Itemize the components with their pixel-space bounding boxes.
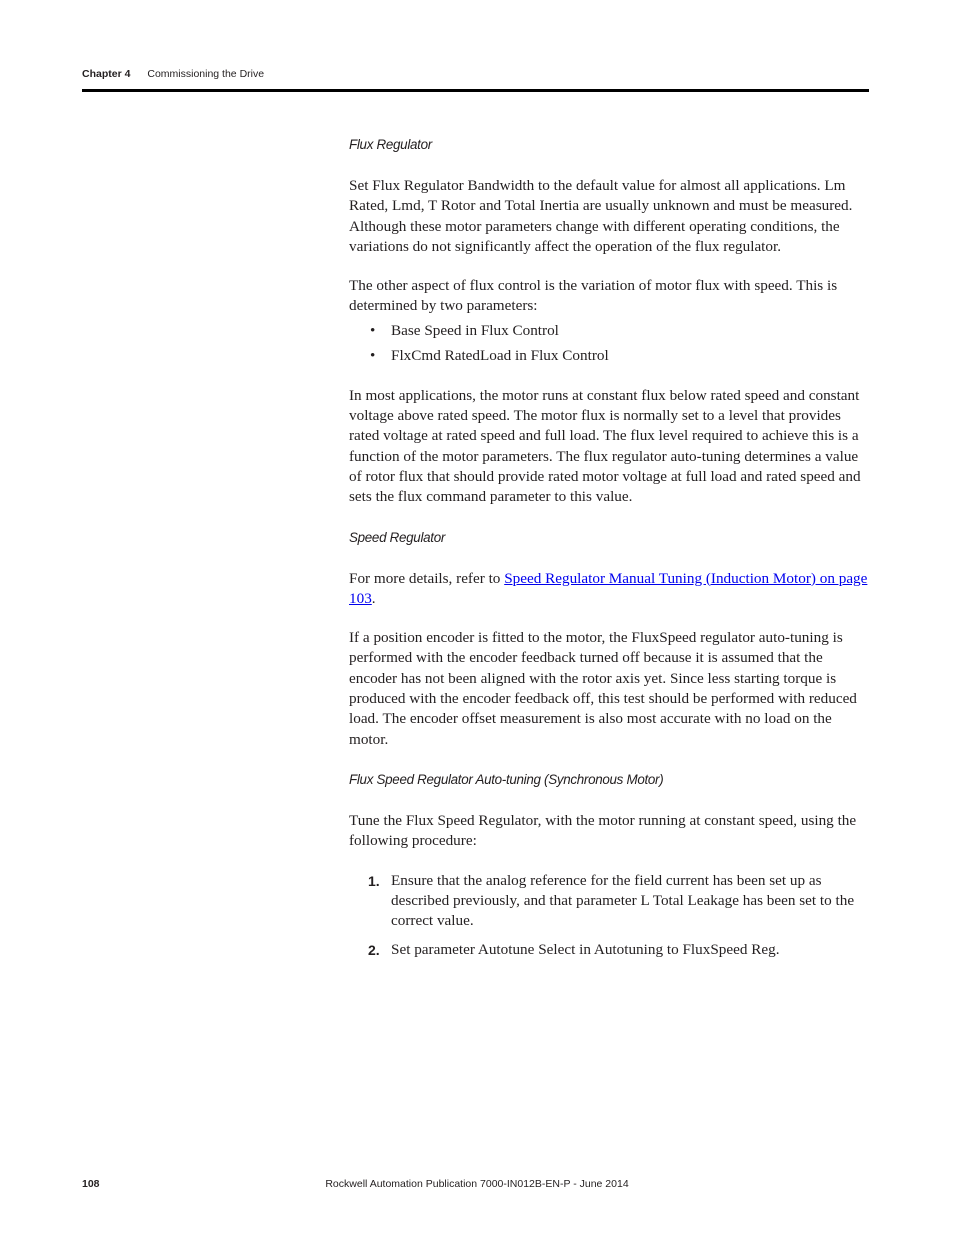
flux-regulator-heading: Flux Regulator: [349, 137, 432, 152]
list-item: [349, 940, 871, 960]
step-text: Set parameter Autotune Select in Autotuning to FluxSpeed Reg.: [391, 941, 780, 959]
page-body: [349, 134, 871, 970]
flux-regulator-paragraph-1: Set Flux Regulator Bandwidth to the default value for almost all applications. Lm Rated, Lmd, T Rotor and Total Inertia are usually unknown and must be measured. Although these motor parameters change with different operating conditions, the variations do not significantly affect the operation of the flux regulator.: [349, 177, 853, 255]
bullet-glyph: •: [370, 346, 376, 364]
header-rule: [82, 89, 869, 92]
flux-parameter-list: [349, 321, 871, 366]
publication-info: Rockwell Automation Publication 7000-IN012B-EN-P - June 2014: [325, 1178, 629, 1190]
refer-suffix: .: [371, 589, 376, 607]
list-item-text: Base Speed in Flux Control: [391, 321, 559, 339]
page-number: 108: [82, 1178, 100, 1190]
list-item-text: FlxCmd RatedLoad in Flux Control: [391, 346, 609, 364]
chapter-title: Commissioning the Drive: [147, 68, 265, 80]
speed-regulator-paragraph-2: If a position encoder is fitted to the motor, the FluxSpeed regulator auto-tuning is performed with the encoder feedback turned off because it is assumed that the encoder has not been aligned with the rotor axis yet. Since less starting torque is produced with the encoder feedback off, this test should be performed with reduced load. The encoder offset measurement is also most accurate with no load on the motor.: [349, 629, 857, 748]
flux-regulator-paragraph-2: The other aspect of flux control is the variation of motor flux with speed. This is determined by two parameters:: [349, 277, 838, 315]
speed-regulator-heading: Speed Regulator: [349, 529, 446, 545]
speed-regulator-manual-tuning-link[interactable]: Speed Regulator Manual Tuning (Induction Motor) on page 103: [349, 569, 868, 607]
flux-speed-autotune-paragraph-1: Tune the Flux Speed Regulator, with the motor running at constant speed, using the following procedure:: [349, 811, 857, 850]
step-number: 2.: [368, 942, 380, 959]
flux-regulator-paragraph-3: In most applications, the motor runs at constant flux below rated speed and constant voltage above rated speed. The motor flux is normally set to a level that provides rated voltage at rated speed and full load. The flux level required to achieve this is a function of the motor parameters. The flux regulator auto-tuning determines a value of rotor flux that should provide rated motor voltage at full load and rated speed and sets the flux command parameter to this value.: [349, 386, 861, 506]
list-item: [349, 346, 871, 366]
bullet-glyph: •: [370, 321, 376, 339]
refer-prefix: For more details, refer to: [349, 569, 505, 587]
step-text: Ensure that the analog reference for the field current has been set up as described previously, and that parameter L Total Leakage has been set to the correct value.: [391, 871, 855, 930]
list-item: [349, 321, 871, 341]
chapter-label: Chapter 4: [82, 68, 131, 80]
list-item: [349, 871, 871, 932]
flux-speed-autotune-heading: Flux Speed Regulator Auto-tuning (Synchronous Motor): [349, 771, 664, 787]
step-number: 1.: [368, 872, 380, 889]
running-header: [82, 66, 869, 82]
procedure-steps: [349, 871, 871, 961]
speed-regulator-paragraph-1: [349, 569, 871, 610]
